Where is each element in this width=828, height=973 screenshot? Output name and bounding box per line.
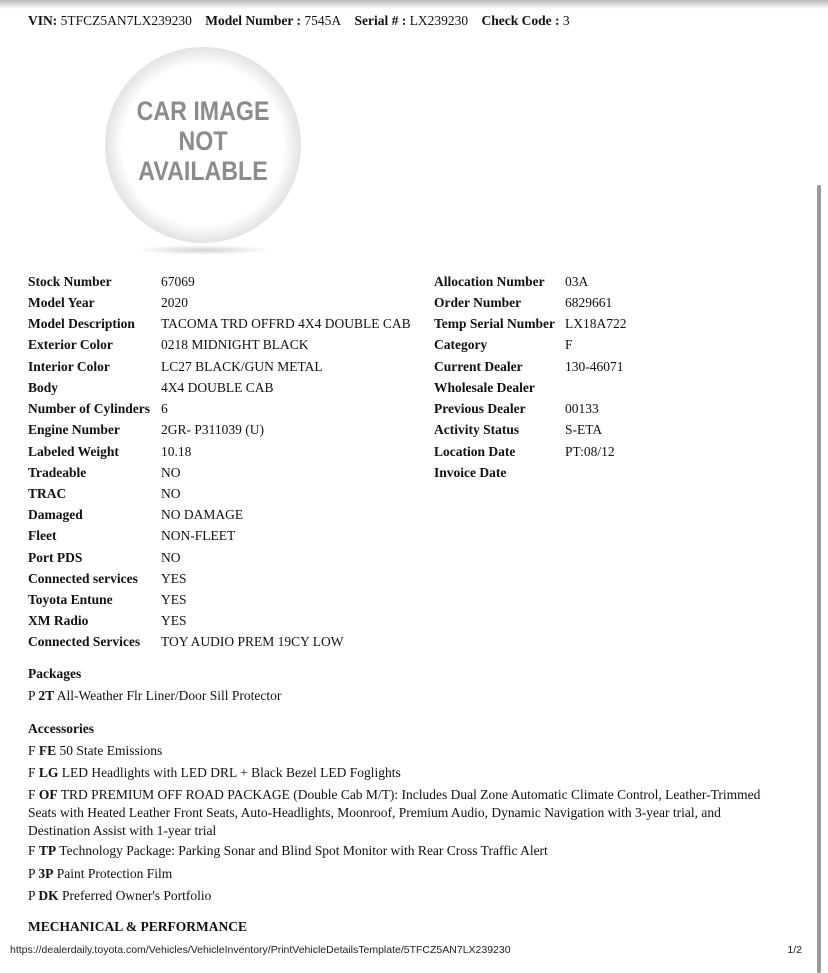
- scrollbar[interactable]: [817, 185, 821, 973]
- field-label: Body: [28, 380, 59, 395]
- field-label: Activity Status: [434, 422, 520, 437]
- field-label: Invoice Date: [434, 465, 507, 480]
- item-description: 50 State Emissions: [59, 743, 163, 758]
- field-label: Fleet: [28, 528, 57, 543]
- item-code: FE: [38, 743, 57, 758]
- item-description: Paint Protection Film: [56, 866, 173, 881]
- car-image-shadow: [135, 245, 271, 255]
- field-label: Port PDS: [28, 550, 83, 565]
- field-value: 6: [161, 401, 168, 416]
- field-label: Connected services: [28, 571, 138, 586]
- check-code-label: Check Code :: [481, 13, 560, 28]
- mechanical-performance-title: MECHANICAL & PERFORMANCE: [28, 919, 247, 934]
- item-code: DK: [38, 888, 59, 903]
- field-value: S-ETA: [565, 422, 603, 437]
- field-value: 10.18: [161, 444, 192, 459]
- package-item: [28, 687, 773, 705]
- vehicle-header: [28, 13, 570, 29]
- accessory-item: [28, 786, 773, 840]
- item-prefix: F: [28, 843, 36, 858]
- field-value: TACOMA TRD OFFRD 4X4 DOUBLE CAB: [161, 316, 411, 331]
- vin-value: 5TFCZ5AN7LX239230: [60, 13, 192, 28]
- field-label: TRAC: [28, 486, 67, 501]
- field-value: 2020: [161, 295, 188, 310]
- check-code-value: 3: [562, 13, 570, 28]
- item-description: Technology Package: Parking Sonar and Blind Spot Monitor with Rear Cross Traffic Alert: [59, 843, 548, 858]
- field-value: 0218 MIDNIGHT BLACK: [161, 337, 309, 352]
- field-label: Damaged: [28, 507, 83, 522]
- item-description: LED Headlights with LED DRL + Black Bezel LED Foglights: [61, 765, 401, 780]
- model-number-label: Model Number :: [205, 13, 301, 28]
- field-value: 4X4 DOUBLE CAB: [161, 380, 274, 395]
- item-prefix: P: [28, 888, 36, 903]
- serial-label: Serial # :: [354, 13, 407, 28]
- item-prefix: F: [28, 787, 36, 802]
- item-code: TP: [38, 843, 57, 858]
- field-label: Number of Cylinders: [28, 401, 151, 416]
- item-description: Preferred Owner's Portfolio: [62, 888, 212, 903]
- field-label: Model Description: [28, 316, 135, 331]
- field-label: Location Date: [434, 444, 516, 459]
- field-label: Toyota Entune: [28, 592, 113, 607]
- car-image-line-2: NOT: [178, 126, 228, 156]
- field-label: Engine Number: [28, 422, 120, 437]
- item-prefix: P: [28, 866, 36, 881]
- field-value: 6829661: [565, 295, 613, 310]
- field-value: NO DAMAGE: [161, 507, 244, 522]
- field-value: NO: [161, 550, 181, 565]
- page-footer: [10, 944, 802, 956]
- field-label: Previous Dealer: [434, 401, 526, 416]
- top-shadow: [0, 0, 828, 9]
- item-code: 3P: [38, 866, 54, 881]
- field-label: XM Radio: [28, 613, 89, 628]
- field-label: Temp Serial Number: [434, 316, 555, 331]
- car-image-line-3: AVAILABLE: [138, 156, 268, 186]
- field-label: Connected Services: [28, 634, 141, 649]
- field-label: Exterior Color: [28, 337, 113, 352]
- item-prefix: P: [28, 688, 36, 703]
- car-image-line-1: CAR IMAGE: [136, 96, 270, 126]
- field-value: 67069: [161, 274, 195, 289]
- vin-label: VIN:: [28, 13, 58, 28]
- field-value: 03A: [565, 274, 589, 289]
- field-label: Stock Number: [28, 274, 112, 289]
- field-value: 00133: [565, 401, 599, 416]
- field-label: Tradeable: [28, 465, 87, 480]
- item-code: OF: [38, 787, 58, 802]
- accessory-item: [28, 887, 773, 905]
- car-image-text: [119, 96, 288, 186]
- accessory-item: [28, 865, 773, 883]
- field-value: NO: [161, 486, 181, 501]
- item-description: TRD PREMIUM OFF ROAD PACKAGE (Double Cab M/T): Includes Dual Zone Automatic Climate Control, Leather-Trimmed Seats with Heated Leather Front Seats, Auto-Headlights, Moonroof, Premium Audio, Dynamic Navigation with 3-year trial, and Destination Assist with 1-year trial: [28, 787, 761, 838]
- field-value: NON-FLEET: [161, 528, 236, 543]
- item-prefix: F: [28, 765, 36, 780]
- field-value: LC27 BLACK/GUN METAL: [161, 359, 323, 374]
- car-image-placeholder: [105, 47, 301, 243]
- field-value: 2GR- P311039 (U): [161, 422, 264, 437]
- item-code: LG: [38, 765, 59, 780]
- field-label: Order Number: [434, 295, 522, 310]
- item-description: All-Weather Flr Liner/Door Sill Protector: [56, 688, 282, 703]
- item-code: 2T: [38, 688, 55, 703]
- field-value: YES: [161, 613, 187, 628]
- field-label: Allocation Number: [434, 274, 545, 289]
- serial-value: LX239230: [409, 13, 469, 28]
- accessories-title: Accessories: [28, 721, 94, 736]
- item-prefix: F: [28, 743, 36, 758]
- field-label: Model Year: [28, 295, 95, 310]
- accessory-item: [28, 842, 773, 860]
- field-label: Wholesale Dealer: [434, 380, 535, 395]
- model-number-value: 7545A: [304, 13, 342, 28]
- field-value: NO: [161, 465, 181, 480]
- field-label: Category: [434, 337, 488, 352]
- field-value: F: [565, 337, 573, 352]
- field-label: Current Dealer: [434, 359, 523, 374]
- field-value: YES: [161, 571, 187, 586]
- page-number: 1/2: [787, 944, 802, 956]
- field-label: Labeled Weight: [28, 444, 119, 459]
- field-value: TOY AUDIO PREM 19CY LOW: [161, 634, 344, 649]
- packages-title: Packages: [28, 666, 82, 681]
- accessory-item: [28, 742, 773, 760]
- field-label: Interior Color: [28, 359, 110, 374]
- field-value: 130-46071: [565, 359, 624, 374]
- accessory-item: [28, 764, 773, 782]
- field-value: YES: [161, 592, 187, 607]
- footer-url: https://dealerdaily.toyota.com/Vehicles/VehicleInventory/PrintVehicleDetailsTemplate/5TFCZ5AN7LX239230: [10, 944, 511, 956]
- field-value: LX18A722: [565, 316, 627, 331]
- field-value: PT:08/12: [565, 444, 615, 459]
